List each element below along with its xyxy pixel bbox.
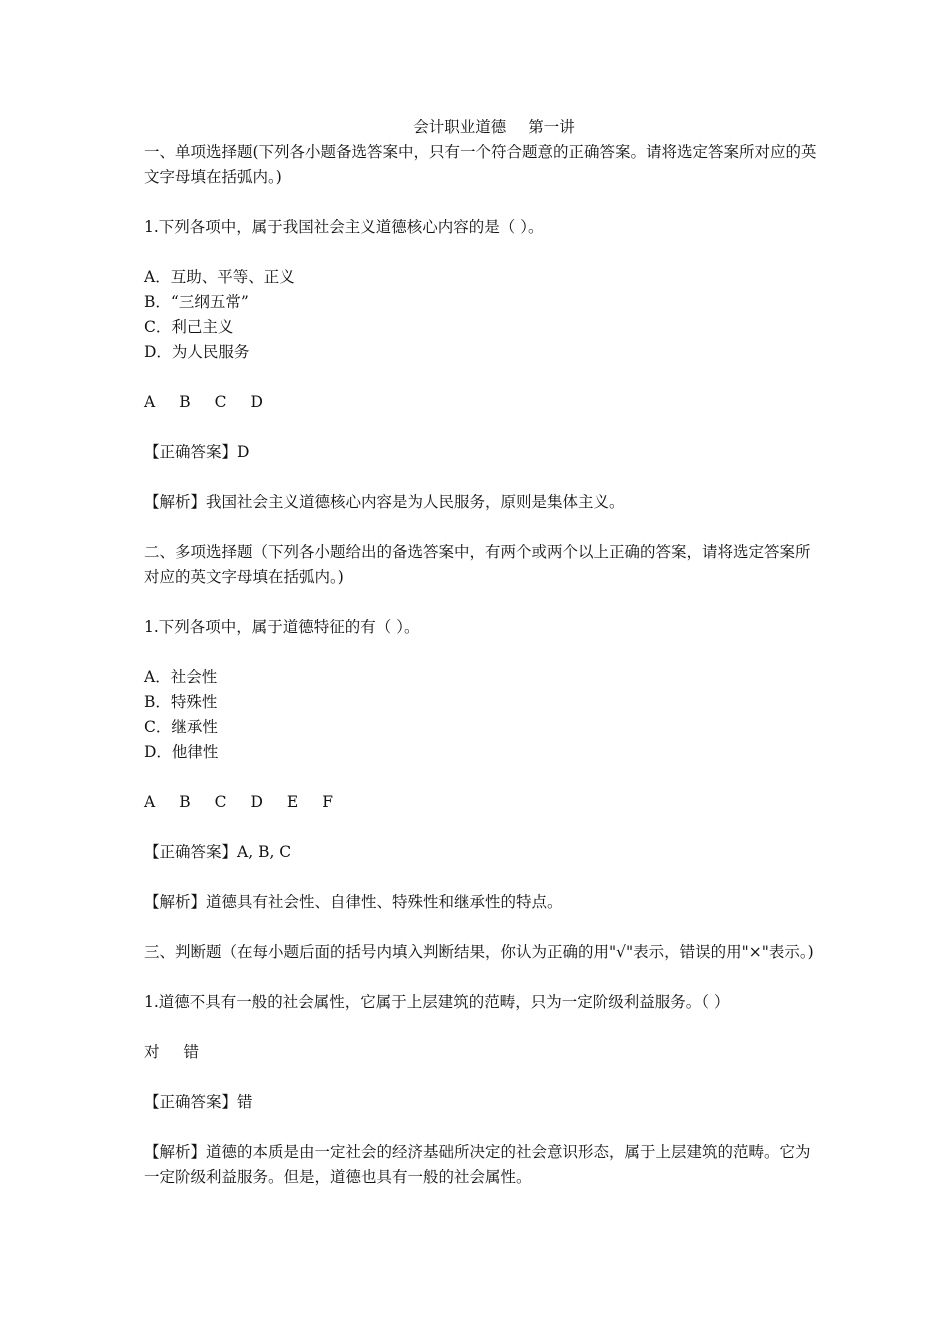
answer-label: 【正确答案】 (144, 843, 238, 861)
section3-choices (144, 1040, 820, 1065)
choice-d[interactable]: D (250, 793, 263, 811)
section3-analysis (144, 1140, 820, 1190)
choice-true[interactable]: 对 (144, 1043, 160, 1061)
choice-a[interactable]: A (144, 793, 156, 811)
section1-question: 1.下列各项中，属于我国社会主义道德核心内容的是（ ）。 (144, 218, 544, 236)
answer-value: D (237, 443, 250, 461)
choice-d[interactable]: D (250, 393, 263, 411)
section1-option-c: C．利己主义 (144, 318, 234, 336)
answer-label: 【正确答案】 (144, 1093, 238, 1111)
choice-b[interactable]: B (179, 793, 191, 811)
choice-f[interactable]: F (322, 793, 333, 811)
section1-analysis (144, 490, 820, 515)
title-main: 会计职业道德 (413, 118, 507, 136)
document-page (144, 115, 820, 1190)
section2-option-b: B．特殊性 (144, 693, 218, 711)
answer-label: 【正确答案】 (144, 443, 238, 461)
section1-option-a: A．互助、平等、正义 (144, 268, 295, 286)
section3-answer (144, 1090, 820, 1115)
section1-choices (144, 390, 820, 415)
section3-heading: 三、判断题（在每小题后面的括号内填入判断结果，你认为正确的用"√"表示，错误的用"×"表示。) (144, 943, 814, 961)
section1-answer (144, 440, 820, 465)
choice-b[interactable]: B (179, 393, 191, 411)
analysis-label: 【解析】 (144, 893, 207, 911)
analysis-label: 【解析】 (144, 1143, 207, 1161)
section1-option-b: B．“三纲五常” (144, 293, 249, 311)
choice-c[interactable]: C (214, 393, 227, 411)
analysis-text: 我国社会主义道德核心内容是为人民服务，原则是集体主义。 (206, 493, 625, 511)
section3-question: 1.道德不具有一般的社会属性，它属于上层建筑的范畴，只为一定阶级利益服务。（ ） (144, 993, 730, 1011)
section1-heading: 一、单项选择题(下列各小题备选答案中，只有一个符合题意的正确答案。请将选定答案所对应的英文字母填在括弧内。) (144, 143, 817, 186)
section2-option-a: A．社会性 (144, 668, 218, 686)
section2-answer (144, 840, 820, 865)
analysis-text: 道德的本质是由一定社会的经济基础所决定的社会意识形态，属于上层建筑的范畴。它为一定阶级利益服务。但是，道德也具有一般的社会属性。 (144, 1143, 811, 1186)
section2-question: 1.下列各项中，属于道德特征的有（ ）。 (144, 618, 420, 636)
section2-option-d: D．他律性 (144, 743, 219, 761)
section2-heading: 二、多项选择题（下列各小题给出的备选答案中，有两个或两个以上正确的答案，请将选定答案所对应的英文字母填在括弧内。) (144, 543, 811, 586)
section1-option-d: D．为人民服务 (144, 343, 250, 361)
section2-analysis (144, 890, 820, 915)
page-title (144, 115, 820, 140)
title-lecture: 第一讲 (528, 118, 575, 136)
choice-false[interactable]: 错 (183, 1043, 200, 1061)
choice-e[interactable]: E (286, 793, 299, 811)
answer-value: A, B, C (237, 843, 292, 861)
analysis-text: 道德具有社会性、自律性、特殊性和继承性的特点。 (206, 893, 563, 911)
answer-value: 错 (237, 1093, 253, 1111)
choice-a[interactable]: A (144, 393, 156, 411)
choice-c[interactable]: C (214, 793, 227, 811)
section2-choices (144, 790, 820, 815)
section2-option-c: C．继承性 (144, 718, 218, 736)
analysis-label: 【解析】 (144, 493, 207, 511)
